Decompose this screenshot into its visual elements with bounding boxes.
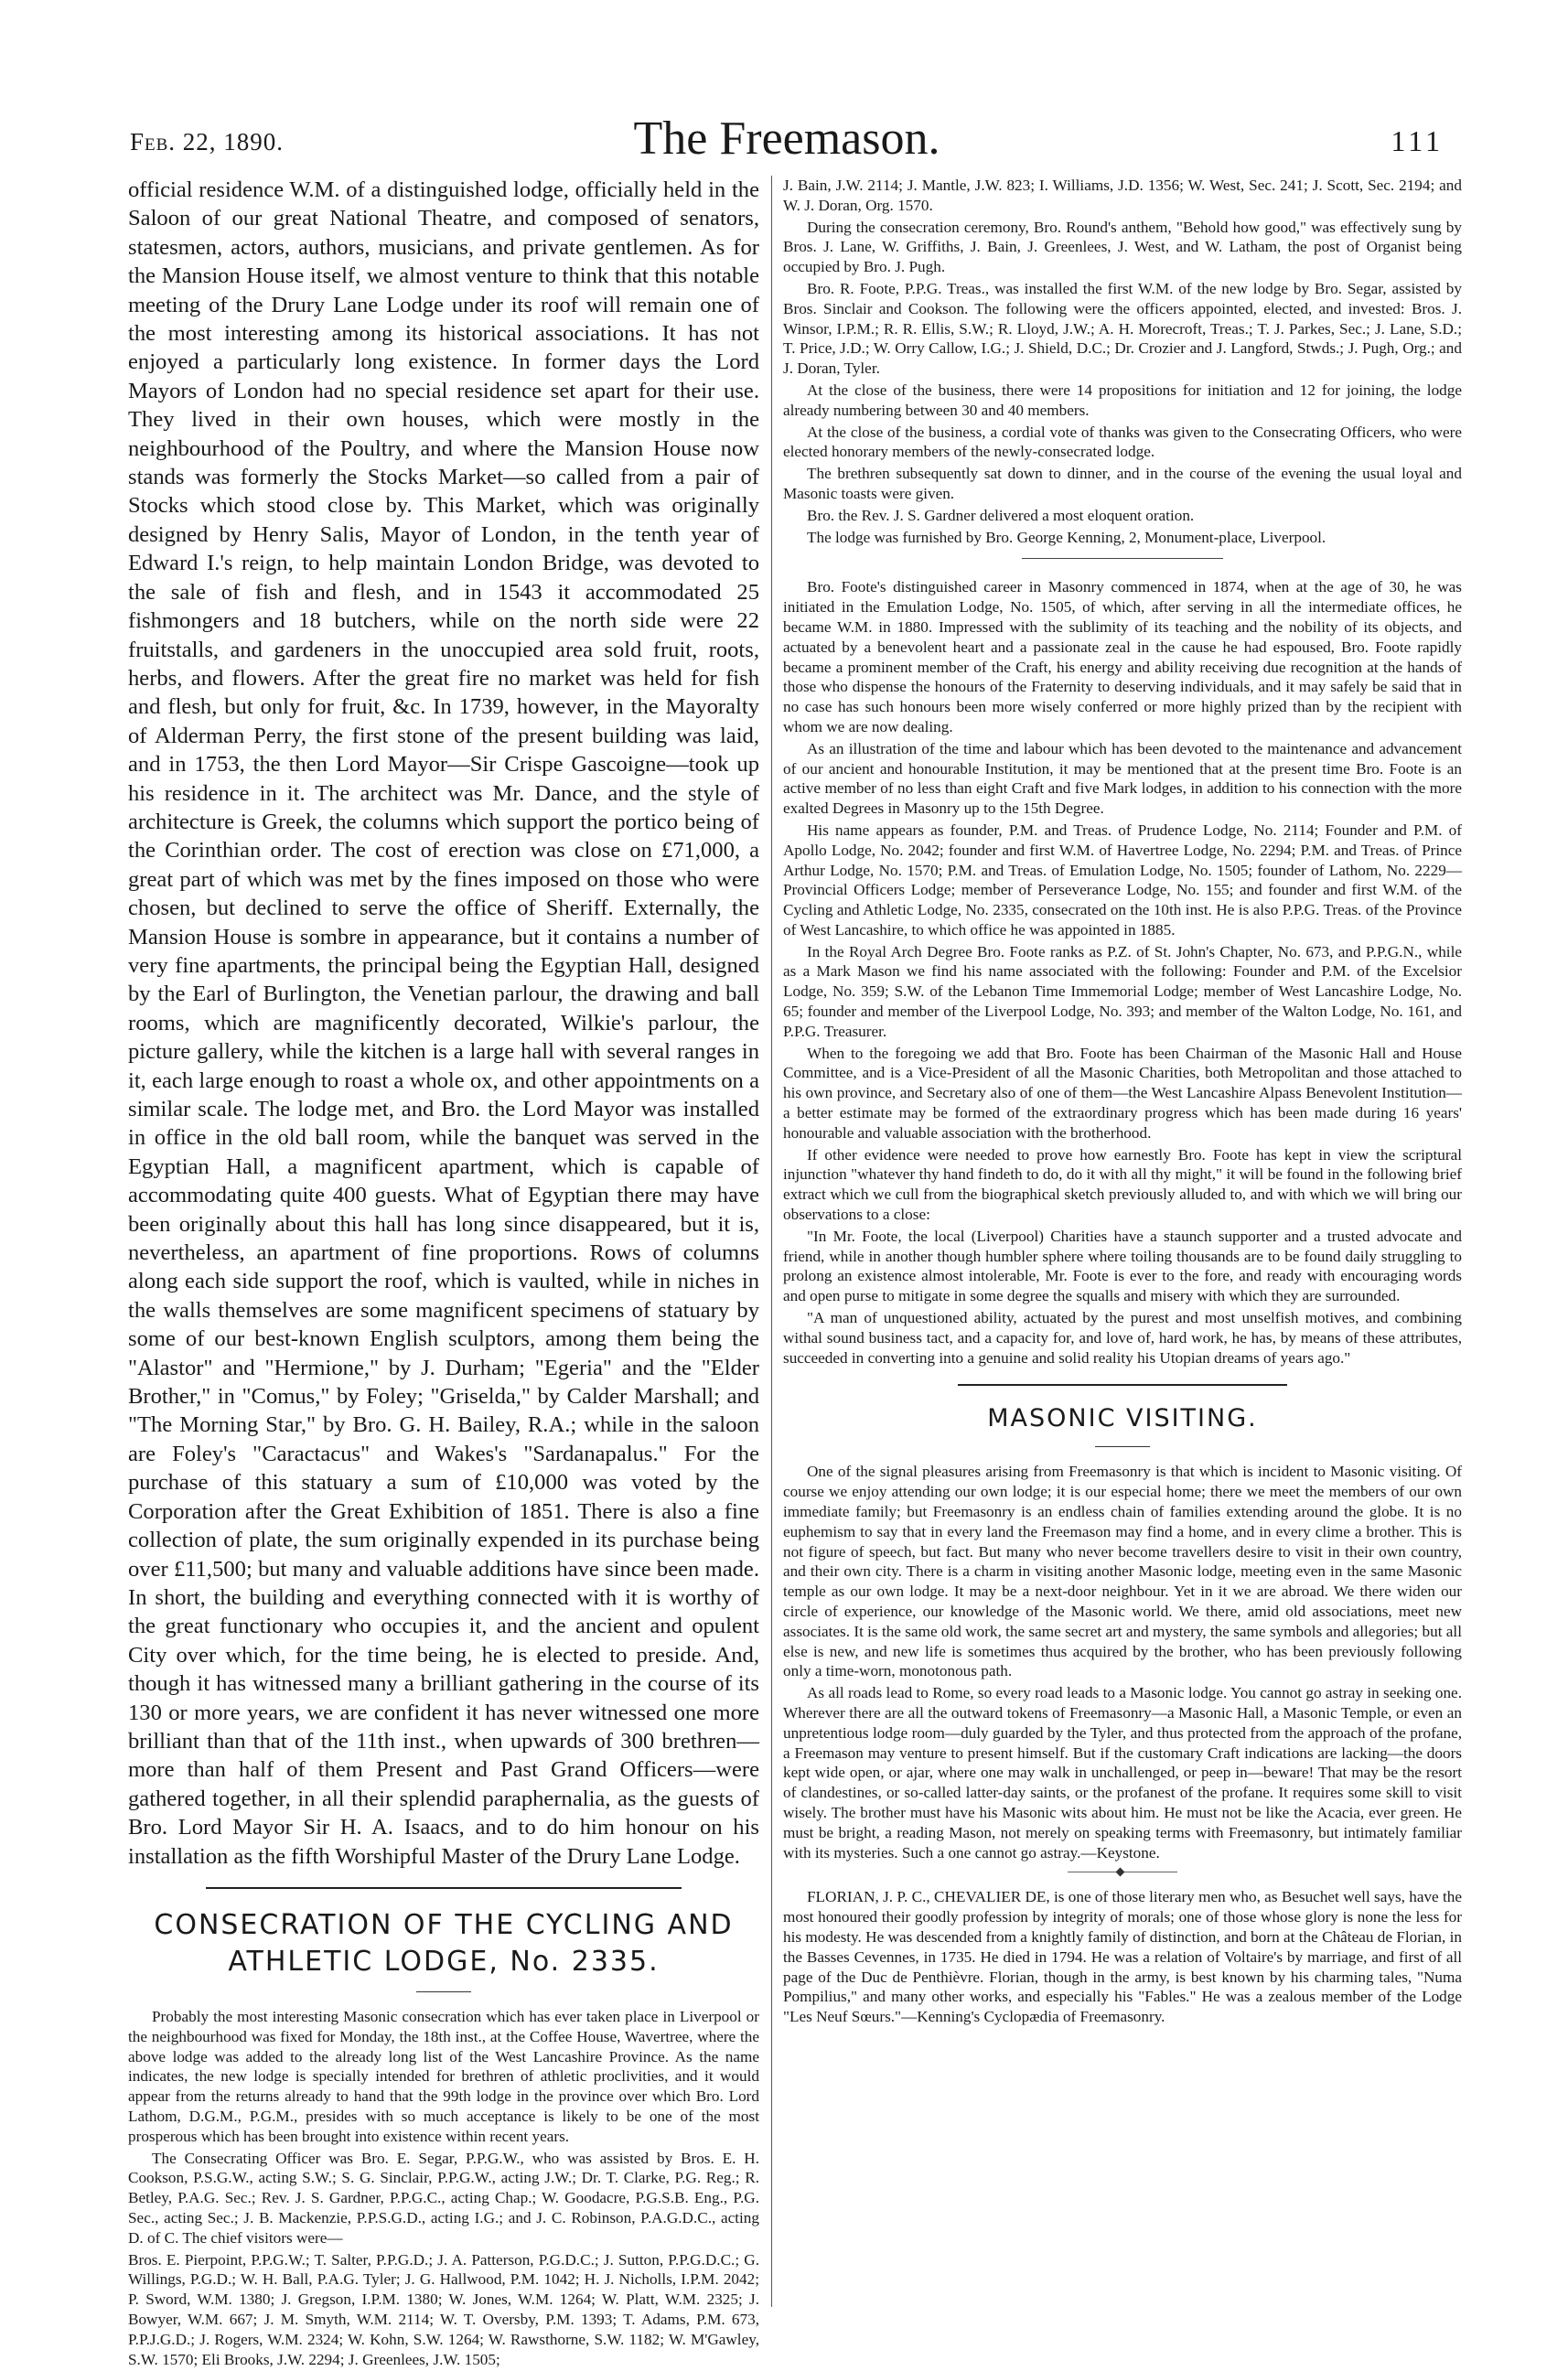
article-paragraph: The Consecrating Officer was Bro. E. Segar, P.P.G.W., who was assisted by Bros. E. H. Cookson, P.S.G.W., acting S.W.; S. G. Sinclair, P.P.G.W., acting J.W.; Dr. T. Clarke, P.G. Reg.; R. Betley, P.A.G. Sec.; Rev. J. S. Gardner, P.P.G.C., acting Chap.; W. Goodacre, P.G.S.B. Eng., P.G. Sec., acting Sec.; J. B. Mackenzie, P.P.S.G.D., acting I.G.; and J. C. Robinson, P.A.G.D.C., acting D. of C. The chief visitors were— xyxy=(128,2149,759,2247)
issue-date: Feb. 22, 1890. xyxy=(130,128,285,156)
column-divider xyxy=(771,176,772,2307)
masonic-visiting-heading: MASONIC VISITING. xyxy=(987,1404,1258,1433)
article-paragraph: The lodge was furnished by Bro. George Kenning, 2, Monument-place, Liverpool. xyxy=(807,528,1326,546)
mansion-house-article xyxy=(128,176,759,1871)
left-column xyxy=(128,176,759,2371)
florian-entry xyxy=(783,1887,1462,2027)
article-paragraph: Bro. the Rev. J. S. Gardner delivered a most eloquent oration. xyxy=(807,506,1195,524)
consecration-continued xyxy=(783,176,1462,547)
article-paragraph: If other evidence were needed to prove how earnestly Bro. Foote has kept in view the scriptural injunction "whatever thy hand findeth to do, do it with all thy might," it will be found in the following brief extract which we cull from the biographical sketch previously alluded to, and with which we will bring our observations to a close: xyxy=(783,1145,1462,1224)
section-divider xyxy=(206,1887,682,1889)
article-paragraph: During the consecration ceremony, Bro. Round's anthem, "Behold how good," was effectively sung by Bros. J. Lane, W. Griffiths, J. Bain, J. Greenlees, J. West, and W. Latham, the post of Organist being occupied by Bro. J. Pugh. xyxy=(783,218,1462,276)
section-divider xyxy=(958,1384,1287,1386)
article-paragraph: Bro. R. Foote, P.P.G. Treas., was installed the first W.M. of the new lodge by Bro. Segar, assisted by Bros. Sinclair and Cookson. The following were the officers appointed, elected, and invested: Bros. J. Winsor, I.P.M.; R. R. Ellis, S.W.; R. Lloyd, J.W.; A. H. Morecroft, Treas.; T. J. Parkes, Sec.; J. Lane, S.D.; T. Price, J.D.; W. Orry Callow, I.G.; J. Shield, D.C.; Dr. Crozier and J. Langford, Stwds.; J. Pugh, Org.; and J. Doran, Tyler. xyxy=(783,279,1462,378)
consecration-article xyxy=(128,2007,759,2369)
section-divider xyxy=(1022,558,1223,559)
visitors-list-continued: J. Bain, J.W. 2114; J. Mantle, J.W. 823; I. Williams, J.D. 1356; W. West, Sec. 241; J. Scott, Sec. 2194; and W. J. Doran, Org. 1570. xyxy=(783,177,1462,214)
article-paragraph: Probably the most interesting Masonic consecration which has ever taken place in Liverpool or the neighbourhood was fixed for Monday, the 18th inst., at the Coffee House, Wavertree, where the above lodge was added to the already long list of the West Lancashire Province. As the name indicates, the new lodge is specially intended for brethren of athletic proclivities, and it would appear from the returns already to hand that the 99th lodge in the province over which Bro. Lord Lathom, D.G.M., P.G.M., presides with so much acceptance is likely to be one of the most prosperous which has been brought into existence within recent years. xyxy=(128,2007,759,2145)
heading-rule xyxy=(1095,1446,1150,1447)
publication-title: The Freemason. xyxy=(633,113,940,165)
article-paragraph: At the close of the business, there were 14 propositions for initiation and 12 for joining, the lodge already numbering between 30 and 40 members. xyxy=(783,381,1462,419)
quoted-paragraph: "In Mr. Foote, the local (Liverpool) Charities have a staunch supporter and a trusted advocate and friend, while in another though humbler sphere where toiling thousands are to be found daily struggling to prolong an existence almost intolerable, Mr. Foote is ever to the fore, and ready with encouraging words and open purse to mitigate in some degree the squalls and misery with which they are surrounded. xyxy=(783,1227,1462,1305)
article-paragraph: As all roads lead to Rome, so every road leads to a Masonic lodge. You cannot go astray in seeking one. Wherever there are all the outward tokens of Freemasonry—a Masonic Hall, a Masonic Temple, or even an unpretentious lodge room—duly guarded by the Tyler, and thus protected from the approach of the profane, a Freemason may venture to present himself. But if the customary Craft indications are lacking—the doors kept wide open, or ajar, where one may walk in unchallenged, or peep in—beware! That may be the resort of clandestines, or so-called latter-day saints, or the profanest of the profane. It requires some skill to visit wisely. The brother must have his Masonic wits about him. He must not be like the Acacia, ever green. He must be bright, a reading Mason, not merely on speaking terms with Freemasonry, but intimately familiar with its mysteries. Such a one cannot go astray.—Keystone. xyxy=(783,1684,1462,1861)
article-paragraph: The brethren subsequently sat down to dinner, and in the course of the evening the usual loyal and Masonic toasts were given. xyxy=(783,465,1462,502)
quoted-paragraph: "A man of unquestioned ability, actuated by the purest and most unselfish motives, and combining withal sound business tact, and a capacity for, and love of, hard work, he has, by means of these attributes, succeeded in converting into a genuine and solid reality his Utopian dreams of years ago." xyxy=(783,1309,1462,1367)
article-paragraph: official residence W.M. of a distinguished lodge, officially held in the Saloon of our great National Theatre, and composed of senators, statesmen, actors, authors, musicians, and private gentlemen. As for the Mansion House itself, we almost venture to think that this notable meeting of the Drury Lane Lodge under its roof will remain one of the most interesting among its historical associations. It has not enjoyed a particularly long existence. In former days the Lord Mayors of London had no special residence set apart for their use. They lived in their own houses, which were mostly in the neighbourhood of the Poultry, and where the Mansion House now stands was formerly the Stocks Market—so called from a pair of Stocks which stood close by. This Market, which was originally designed by Henry Salis, Mayor of London, in the tenth year of Edward I.'s reign, to help maintain London Bridge, was devoted to the sale of fish and flesh, and in 1543 it accommodated 25 fishmongers and 18 butchers, while on the north side were 22 fruitstalls, and gardeners in the unoccupied area sold fruit, roots, herbs, and flowers. After the great fire no market was held for fish and flesh, but only for fruit, &c. In 1739, however, in the Mayoralty of Alderman Perry, the first stone of the present building was laid, and in 1753, the then Lord Mayor—Sir Crispe Gascoigne—took up his residence in it. The architect was Mr. Dance, and the style of architecture is Greek, the columns which support the portico being of the Corinthian order. The cost of erection was close on £71,000, a great part of which was met by the fines imposed on those who were chosen, but declined to serve the office of Sheriff. Externally, the Mansion House is sombre in appearance, but it contains a number of very fine apartments, the principal being the Egyptian Hall, designed by the Earl of Burlington, the Venetian parlour, the drawing and ball rooms, which are magnificently decorated, Wilkie's parlour, the picture gallery, while the kitchen is a large hall with several ranges in it, each large enough to roast a whole ox, and other appointments on a similar scale. The lodge met, and Bro. the Lord Mayor was installed in office in the old ball room, while the banquet was served in the Egyptian Hall, a magnificent apartment, which is capable of accommodating quite 400 guests. What of Egyptian there may have been originally about this hall has long since disappeared, but it is, nevertheless, an apartment of fine proportions. Rows of columns along each side support the roof, which is vaulted, while in niches in the walls themselves are some magnificent specimens of statuary by some of our best-known English sculptors, among them being the "Alastor" and "Hermione," by J. Durham; "Egeria" and the "Elder Brother," in "Comus," by Foley; "Griselda," by Calder Marshall; and "The Morning Star," by Bro. G. H. Bailey, R.A.; while in the saloon are Foley's "Caractacus" and Wakes's "Sardanapalus." For the purchase of this statuary a sum of £10,000 was voted by the Corporation after the Great Exhibition of 1851. There is also a fine collection of plate, the sum originally expended in its purchase being over £11,500; but many and valuable additions have since been made. In short, the building and everything connected with it is worthy of the great functionary who occupies it, and the ancient and opulent City over which, for the time being, he is elected to preside. And, though it has witnessed many a brilliant gathering in the course of its 130 or more years, we are confident it has never witnessed one more brilliant than that of the 11th inst., when upwards of 300 brethren—more than half of them Present and Past Grand Officers—were gathered together, in all their splendid paraphernalia, as the guests of Bro. Lord Mayor Sir H. A. Isaacs, and to do him honour on his installation as the fifth Worshipful Master of the Drury Lane Lodge. xyxy=(128,177,759,1869)
article-paragraph: At the close of the business, a cordial vote of thanks was given to the Consecrating Officers, who were elected honorary members of the newly-consecrated lodge. xyxy=(783,423,1462,461)
article-paragraph: When to the foregoing we add that Bro. Foote has been Chairman of the Masonic Hall and House Committee, and is a Vice-President of all the Masonic Charities, both Metropolitan and those attached to his own province, and Secretary also of one of them—the West Lancashire Alpass Benevolent Institution—a better estimate may be formed of the extraordinary progress which has been made during 16 years' honourable and valuable association with the brotherhood. xyxy=(783,1044,1462,1142)
visitors-list: Bros. E. Pierpoint, P.P.G.W.; T. Salter, P.P.G.D.; J. A. Patterson, P.G.D.C.; J. Sutton, P.P.G.D.C.; G. Willings, P.G.D.; W. H. Ball, P.A.G. Tyler; J. G. Hallwood, P.M. 1042; H. J. Nicholls, I.P.M. 2042; P. Sword, W.M. 1380; J. Gregson, I.P.M. 1380; W. Jones, W.M. 1264; W. Platt, W.M. 2325; J. Bowyer, W.M. 667; J. M. Smyth, W.M. 2114; W. T. Oversby, P.M. 1393; T. Adams, P.M. 673, P.P.J.G.D.; J. Rogers, W.M. 2324; W. Kohn, S.W. 1264; W. Rawsthorne, S.W. 1182; W. M'Gawley, S.W. 1570; Eli Brooks, J.W. 2294; J. Greenlees, J.W. 1505; xyxy=(128,2250,759,2368)
article-paragraph: One of the signal pleasures arising from Freemasonry is that which is incident to Masonic visiting. Of course we enjoy attending our own lodge; it is our especial home; there we meet the members of our own immediate family; but Freemasonry is an endless chain of families extending around the globe. It is no euphemism to say that in every land the Freemason may find a home, and in every clime a brother. This is not figure of speech, but fact. But many who never become travellers desire to visit in their own country, and their own city. There is a charm in visiting another Masonic lodge, meeting even in the same Masonic temple as our own lodge. It may be a next-door neighbour. Yet in it we are abroad. We there widen our circle of experience, our knowledge of the Masonic world. We there, amid old associations, meet new associates. It is the same old work, the same secret art and mystery, the same symbols and allegories; but all else is new, and new life is sometimes thus acquired by the brother, who has been previously following only a time-worn, monotonous path. xyxy=(783,1463,1462,1680)
heading-rule xyxy=(416,1991,471,1992)
article-paragraph: His name appears as founder, P.M. and Treas. of Prudence Lodge, No. 2114; Founder and P.M. of Apollo Lodge, No. 2042; founder and first W.M. of Havertree Lodge, No. 2294; P.M. and Treas. of Prince Arthur Lodge, No. 1570; P.M. and Treas. of Emulation Lodge, No. 1505; founder of Lathom, No. 2229—Provincial Officers Lodge; member of Perseverance Lodge, No. 155; and founder and first W.M. of the Cycling and Athletic Lodge, No. 2335, consecrated on the 10th inst. He is also P.P.G. Treas. of the Province of West Lancashire, to which office he was appointed in 1885. xyxy=(783,821,1462,939)
consecration-heading xyxy=(128,1907,759,1980)
article-paragraph: Bro. Foote's distinguished career in Masonry commenced in 1874, when at the age of 30, he was initiated in the Emulation Lodge, No. 1505, of which, after serving in all the intermediate offices, he became W.M. in 1880. Impressed with the sublimity of its teaching and the nobility of its objects, and actuated by a benevolent heart and a passionate zeal in the cause he had espoused, Bro. Foote rapidly became a prominent member of the Craft, his energy and ability receiving due recognition at the hands of those who dispense the honours of the Fraternity to deserving individuals, and it may safely be said that in no case has such honours been more wisely conferred or more highly prized than by the recipient with whom we are now dealing. xyxy=(783,578,1462,735)
consecration-heading-line-2: ATHLETIC LODGE, No. 2335. xyxy=(228,1945,660,1978)
foote-biography xyxy=(783,577,1462,1368)
page-number: 111 xyxy=(1391,124,1444,157)
consecration-heading-line-1: CONSECRATION OF THE CYCLING AND xyxy=(154,1908,734,1941)
masthead xyxy=(110,108,1464,174)
masonic-visiting-article xyxy=(783,1462,1462,1862)
article-paragraph: In the Royal Arch Degree Bro. Foote ranks as P.Z. of St. John's Chapter, No. 673, and P.P.G.N., while as a Mark Mason we find his name associated with the following: Founder and P.M. of the Excelsior Lodge, No. 359; S.W. of the Lebanon Time Immemorial Lodge; member of West Lancashire Lodge, No. 65; founder and member of the Liverpool Lodge, No. 393; and member of the Walton Lodge, No. 161, and P.P.G. Treasurer. xyxy=(783,942,1462,1040)
article-paragraph: As an illustration of the time and labour which has been devoted to the maintenance and advancement of our ancient and honourable Institution, it may be mentioned that at the present time Bro. Foote is an active member of no less than eight Craft and five Mark lodges, in addition to his connection with the more exalted Degrees in Masonry up to the 15th Degree. xyxy=(783,739,1462,818)
right-column xyxy=(783,176,1462,2029)
article-paragraph: FLORIAN, J. P. C., CHEVALIER DE, is one of those literary men who, as Besuchet well says, have the most honoured their goodly profession by integrity of morals; one of those whose glory is none the less for his modesty. He was descended from a knightly family of distinction, and born at the Château de Florian, in the Basses Cevennes, in 1735. He died in 1794. He was a relation of Voltaire's by marriage, and first of all page of the Duc de Penthièvre. Florian, though in the army, is best known by his charming tales, "Numa Pompilius," and many other works, and especially his "Fables." He was a zealous member of the Lodge "Les Neuf Sœurs."—Kenning's Cyclopædia of Freemasonry. xyxy=(783,1888,1462,2026)
